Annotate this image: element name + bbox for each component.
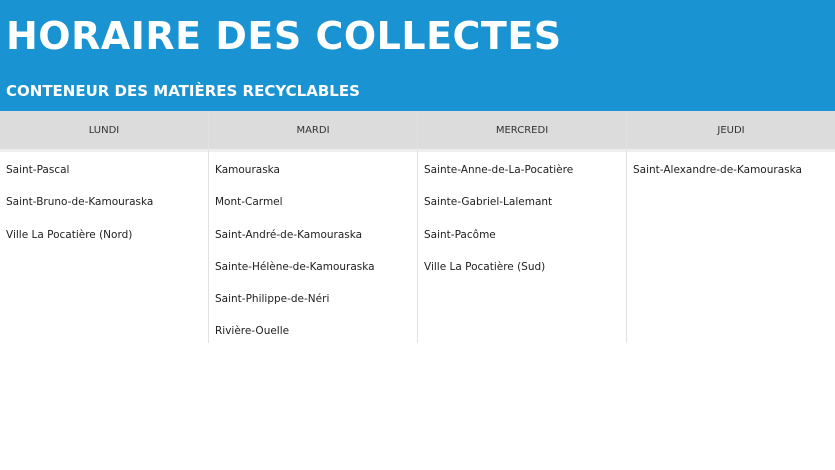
day-header: MARDI bbox=[209, 111, 417, 152]
place-item: Saint-Philippe-de-Néri bbox=[215, 293, 330, 306]
day-place-list bbox=[0, 152, 208, 343]
place-item: Ville La Pocatière (Sud) bbox=[424, 260, 546, 273]
place-item: Mont-Carmel bbox=[215, 196, 283, 209]
collection-schedule-table bbox=[0, 111, 835, 343]
day-column-mardi bbox=[209, 111, 418, 343]
place-item: Rivière-Ouelle bbox=[215, 325, 290, 338]
place-item: Ville La Pocatière (Nord) bbox=[6, 228, 133, 241]
place-item: Saint-Alexandre-de-Kamouraska bbox=[633, 164, 802, 176]
place-item: Saint-Bruno-de-Kamouraska bbox=[6, 196, 154, 209]
place-item: Sainte-Hélène-de-Kamouraska bbox=[215, 260, 375, 273]
header-banner bbox=[0, 0, 835, 111]
place-item: Sainte-Anne-de-La-Pocatière bbox=[424, 164, 574, 176]
place-item: Sainte-Gabriel-Lalemant bbox=[424, 196, 553, 209]
day-place-list bbox=[418, 152, 626, 343]
place-item: Saint-Pacôme bbox=[424, 228, 496, 241]
place-item: Saint-André-de-Kamouraska bbox=[215, 228, 363, 241]
day-column-jeudi bbox=[627, 111, 835, 343]
day-header: MERCREDI bbox=[418, 111, 626, 152]
day-column-mercredi bbox=[418, 111, 627, 343]
page-title: HORAIRE DES COLLECTES bbox=[6, 14, 562, 58]
place-item: Saint-Pascal bbox=[6, 164, 70, 176]
day-place-list bbox=[627, 152, 835, 343]
day-header: JEUDI bbox=[627, 111, 835, 152]
day-header: LUNDI bbox=[0, 111, 208, 152]
place-item: Kamouraska bbox=[215, 164, 280, 176]
day-column-lundi bbox=[0, 111, 209, 343]
day-place-list bbox=[209, 152, 417, 343]
page-subtitle: CONTENEUR DES MATIÈRES RECYCLABLES bbox=[6, 82, 360, 100]
